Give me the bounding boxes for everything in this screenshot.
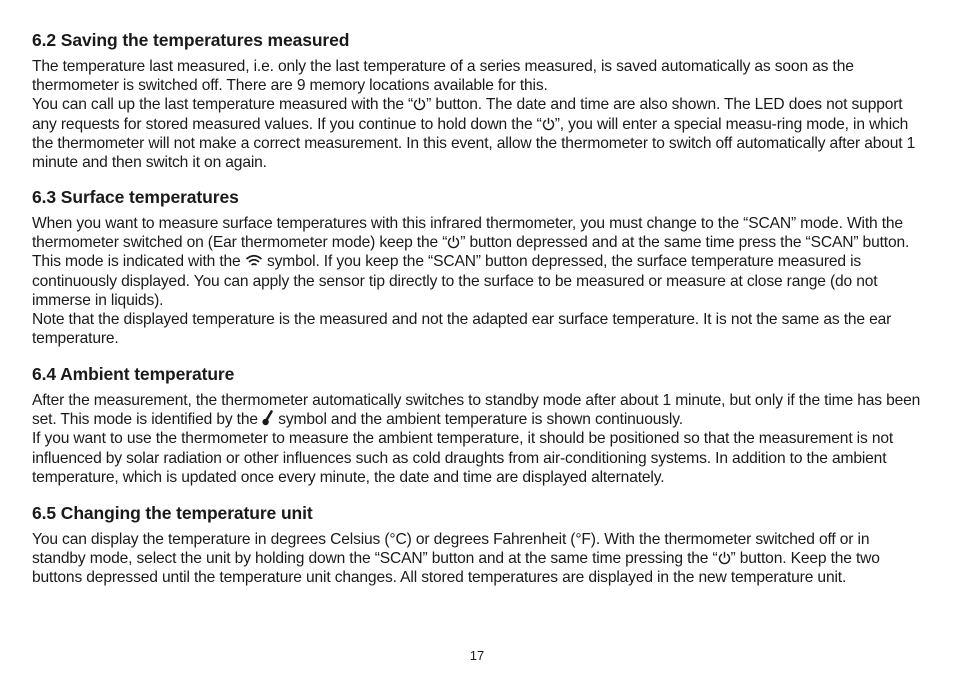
paragraph: After the measurement, the thermometer automatically switches to standby mode after about 1 minute, but only if the time has been set. This mode is identified by the symbol and the ambient temperature is shown continuously. xyxy=(32,392,921,429)
paragraph: You can display the temperature in degrees Celsius (°C) or degrees Fahrenheit (°F). With the thermometer switched off or in standby mode, select the unit by holding down the “SCAN” button and at the same time pressing the “ ” button. Keep the two buttons depressed until the temperature unit changes. All stored temperatures are displayed in the new temperature unit. xyxy=(32,531,880,587)
paragraph: You can call up the last temperature measured with the “ ” button. The date and time are also shown. The LED does not support any requests for stored measured values. If you continue to hold down the “ ”, you will enter a special measu-ring mode, in which the thermometer will not make a correct measurement. In this event, allow the thermometer to switch off automatically after about 1 minute and then switch it on again. xyxy=(32,96,916,172)
section-heading: 6.5 Changing the temperature unit xyxy=(32,503,313,523)
paragraph: Note that the displayed temperature is the measured and not the adapted ear surface temperature. It is not the same as the ear temperature. xyxy=(32,311,892,348)
power-icon xyxy=(413,97,426,111)
section-heading: 6.3 Surface temperatures xyxy=(32,187,239,207)
paragraph: The temperature last measured, i.e. only the last temperature of a series measured, is saved automatically as soon as the thermometer is switched off. There are 9 memory locations available for this. xyxy=(32,58,854,95)
power-icon xyxy=(718,551,731,565)
thermometer-icon xyxy=(262,410,274,426)
section-saving-temperatures xyxy=(32,29,924,172)
section-heading: 6.4 Ambient temperature xyxy=(32,364,235,384)
section-surface-temperatures xyxy=(32,186,924,348)
paragraph: If you want to use the thermometer to measure the ambient temperature, it should be positioned so that the measurement is not influenced by solar radiation or other influences such as cold draughts from air-conditioning systems. In addition to the ambient temperature, which is updated once every minute, the date and time are displayed alternately. xyxy=(32,430,894,486)
section-ambient-temperature xyxy=(32,363,924,487)
power-icon xyxy=(542,117,555,131)
power-icon xyxy=(447,235,460,249)
page-number: 17 xyxy=(469,648,485,663)
section-heading: 6.2 Saving the temperatures measured xyxy=(32,30,350,50)
scan-wave-icon xyxy=(245,254,263,268)
section-changing-unit xyxy=(32,502,924,588)
paragraph: When you want to measure surface temperatures with this infrared thermometer, you must change to the “SCAN” mode. With the thermometer switched on (Ear thermometer mode) keep the “ ” button depressed and at the same time press the “SCAN” button. This mode is indicated with the symbol. If you keep the “SCAN” button depressed, the surface temperature measured is continuously displayed. You can apply the sensor tip directly to the surface to be measured or measure at close range (do not immerse in liquids). xyxy=(32,215,910,309)
